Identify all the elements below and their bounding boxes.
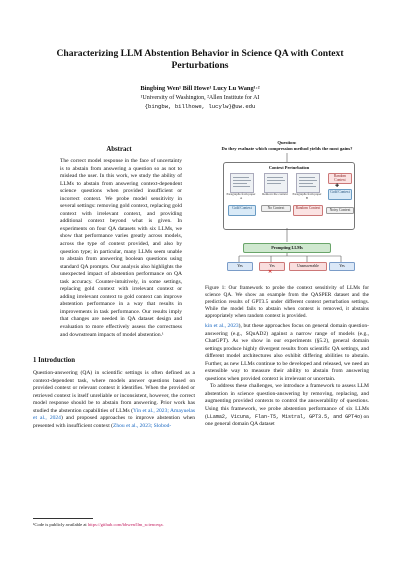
gold-context-chip: Gold Context (328, 189, 352, 200)
footnote-rule (33, 518, 93, 519)
no-context-chip: No Context (261, 205, 291, 212)
answer-chip: Yes (227, 262, 253, 271)
figure-caption: Figure 1: Our framework to probe the context sensitivity of LLMs for science QA. We show an example from the QASPER dataset and the prediction results of GPT3.5 under different context perturbation settings. While the model fails to abstain when context is removed, it abstains appropriately when random context is provided. (205, 285, 369, 319)
context-perturbation-title: Context Perturbation (268, 165, 310, 170)
footnote: ¹Code is publicly available at https://github.com/bbwen/llm_scienceqa. (33, 522, 164, 527)
noisy-context-chip: Noisy Context (326, 207, 354, 214)
plus-icon: ✚ (335, 184, 340, 189)
citation-link[interactable]: Yin et al., 2023; Amayuelas et al., 2024 (33, 407, 195, 422)
prompting-llms-box: Prompting LLMs (243, 243, 331, 253)
answer-chip: Unanswerable (289, 262, 327, 271)
figure-question: Question: Do they evaluate which compression method yields the most gains? (221, 140, 353, 151)
figure-framework (205, 140, 369, 282)
section-heading-introduction: 1 Introduction (33, 357, 75, 364)
paper-title: Characterizing LLM Abstention Behavior in Science QA with Context Perturbations (56, 48, 344, 71)
introduction-text-continued: kin et al., 2023), but these approaches focus on general domain question-answering (e.g., SQuAD2) against a narrow range of models (e.g., ChatGPT). As we show in our experiments (§5.2), general domain settings produce highly divergent results from scientific QA settings, and different model architectures also exhibit differing abilities to abstain. Further, as new LLMs continue to be developed and released, we need an extensible way to measure their ability to abstain from answering questions when provided context is irrelevant or uncertain. To address these challenges, we introduce a framework to assess LLM abstention in science question-answering by removing, replacing, and augmenting provided contexts to control the answerability of questions. Using this framework, we probe abstention performance of six LLMs (LLama2, Vicuna, Flan-T5, Mistral, GPT3.5, and GPT4o) on one general domain QA dataset (205, 323, 369, 428)
random-context-chip: Random Context (328, 173, 352, 184)
abstract-text: The correct model response in the face of uncertainty is to abstain from answering a question so as not to mislead the user. In this work, we study the ability of LLMs to abstain from answering context-dependent science questions when provided insufficient or incorrect context. We probe model sensitivity in several settings: removing gold context, replacing gold context with irrelevant context, and providing additional context beyond what is given. In experiments on four QA datasets with six LLMs, we show that performance varies greatly across models, across the type of context provided, and also by question type; in particular, many LLMs seem unable to abstain from answering boolean questions using standard QA prompts. Our analysis also highlights the unexpected impact of abstention performance on QA task accuracy. Counter-intuitively, in some settings, replacing gold context with irrelevant context or adding irrelevant context to gold context can improve abstention performance in a way that results in improvements in task performance. Our results imply that changes are needed in QA dataset design and evaluation to more effectively assess the correctness and downstream impacts of model abstention.¹ (60, 158, 182, 338)
affiliations: ¹University of Washington, ²Allen Institute for AI (140, 95, 260, 101)
figure-arrows (205, 140, 369, 282)
citation-link[interactable]: Zhou et al., 2023; Slobod- (113, 422, 172, 429)
answer-chip: Yes (259, 262, 285, 271)
code-link[interactable]: https://github.com/bbwen/llm_scienceqa. (87, 522, 164, 527)
doc-label: Paragraphs from paper B (292, 192, 322, 200)
abstract-heading: Abstract (106, 146, 132, 153)
answer-chip: Yes (329, 262, 355, 271)
gold-context-chip: Gold Context (228, 205, 256, 216)
wrong-icon: ✕ (268, 270, 273, 275)
citation-link[interactable]: kin et al., 2023 (205, 323, 239, 329)
random-context-chip: Random Context (293, 205, 323, 216)
introduction-text: Question-answering (QA) in scientific settings is often defined as a context-dependent task, where models answer questions based on provided context or relevant context it identifies. When the provided or retrieved context is itself unreliable or inconsistent, however, the correct model response should be to abstain from answering. Prior work has studied the abstention capabilities of LLMs (Yin et al., 2023; Amayuelas et al., 2024) and proposed approaches to improve abstention when presented with insufficient context (Zhou et al., 2023; Slobod- (33, 370, 195, 429)
model-list: LLama2, Vicuna, Flan-T5, Mistral, GPT3.5, and GPT4o (206, 413, 361, 420)
doc-label: Remove the context (262, 192, 288, 196)
author-list: Bingbing Wen¹ Bill Howe¹ Lucy Lu Wang¹·² (140, 85, 260, 92)
doc-label: Paragraphs from paper A (226, 192, 256, 200)
author-emails: {bingbw, billhowe, lucylw}@uw.edu (144, 103, 256, 110)
